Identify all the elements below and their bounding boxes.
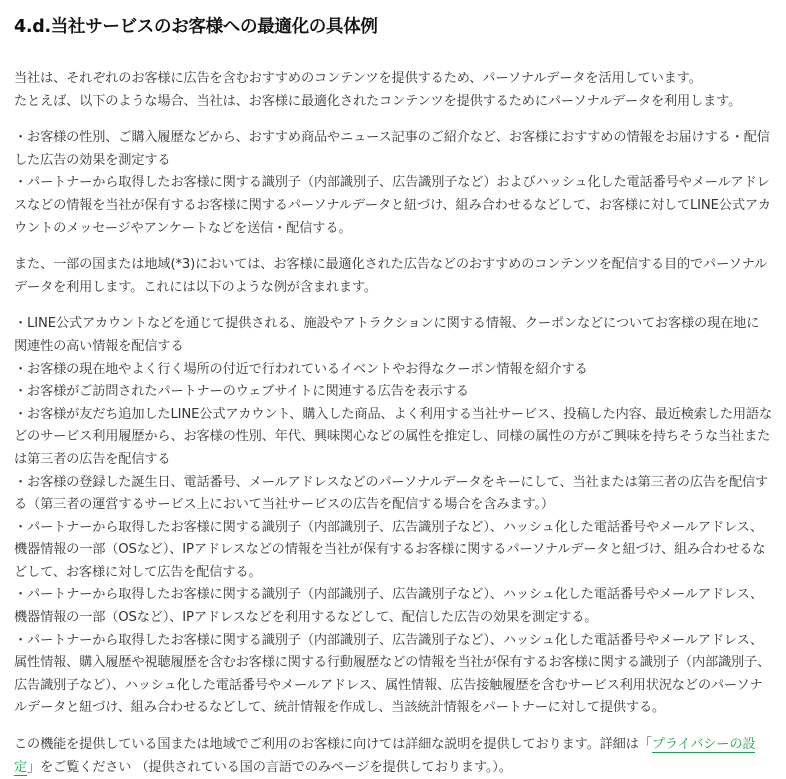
list-item: ・パートナーから取得したお客様に関する識別子（内部識別子、広告識別子など）、ハッシュ化した電話番号やメールアドレス、属性情報、購入履歴や視聴履歴を含むお客様に関する行動履歴などの情報を当社が保有するお客様に関する識別子（内部識別子、広告識別子など）、ハッシュ化した電話番号やメールアドレス、属性情報、広告接触履歴を含むサービス利用状況などのパーソナルデータと紐づけ、組み合わせるなどして、統計情報を作成し、当該統計情報をパートナーに対して提供する。 [14,632,771,716]
example-list-2 [14,313,772,720]
list-item: ・お客様の現在地やよく行く場所の付近で行われているイベントやお得なクーポン情報を紹介する [14,361,588,377]
list-item: ・お客様がご訪問されたパートナーのウェブサイトに関連する広告を表示する [14,384,469,400]
list-item: ・LINE公式アカウントなどを通じて提供される、施設やアトラクションに関する情報、クーポンなどについてお客様の現在地に関連性の高い情報を配信する [14,316,760,354]
middle-paragraph: また、一部の国または地域(*3)においては、お客様に最適化された広告などのおすすめのコンテンツを配信する目的でパーソナルデータを利用します。これには以下のような例が含まれます。 [14,257,768,295]
closing-text-after: 」をご覧ください （提供されている国の言語でのみページを提供しております。）。 [27,759,512,775]
list-item: ・パートナーから取得したお客様に関する識別子（内部識別子、広告識別子など）、ハッシュ化した電話番号やメールアドレス、機器情報の一部（OSなど）、IPアドレスなどを利用するなどして、配信した広告の効果を測定する。 [14,587,764,626]
privacy-settings-link[interactable]: プライバシーの設定 [14,737,756,775]
closing-text-before: この機能を提供している国または地域でご利用のお客様に向けては詳細な説明を提供しております。詳細は「 [14,737,652,753]
section-heading: 4.d.当社サービスのお客様への最適化の具体例 [14,17,378,37]
intro-line-1: 当社は、それぞれのお客様に広告を含むおすすめのコンテンツを提供するため、パーソナルデータを活用しています。 [14,71,702,86]
list-item: ・お客様の性別、ご購入履歴などから、おすすめ商品やニュース記事のご紹介など、お客様におすすめの情報をお届けする・配信した広告の効果を測定する [14,130,770,168]
list-item: ・お客様の登録した誕生日、電話番号、メールアドレスなどのパーソナルデータをキーにして、当社または第三者の広告を配信する（第三者の運営するサービス上において当社サービスの広告を配信する場合を含みます。） [14,474,769,513]
example-list-1 [14,127,772,240]
intro-line-2: たとえば、以下のような場合、当社は、お客様に最適化されたコンテンツを提供するためにパーソナルデータを利用します。 [14,93,742,109]
list-item: ・パートナーから取得したお客様に関する識別子（内部識別子、広告識別子など）およびハッシュ化した電話番号やメールアドレスなどの情報を当社が保有するお客様に関するパーソナルデータと紐づけ、組み合わせるなどして、お客様に対してLINE公式アカウントのメッセージやアンケートなどを送信・配信する。 [14,175,771,236]
list-item: ・パートナーから取得したお客様に関する識別子（内部識別子、広告識別子など）、ハッシュ化した電話番号やメールアドレス、機器情報の一部（OSなど）、IPアドレスなどの情報を当社が保有するお客様に関するパーソナルデータと紐づけ、組み合わせるなどして、お客様に対して広告を配信する。 [14,519,766,580]
list-item: ・お客様が友だち追加したLINE公式アカウント、購入した商品、よく利用する当社サービス、投稿した内容、最近検索した用語などのサービス利用履歴から、お客様の性別、年代、興味関心などの属性を推定し、同様の属性の方がご興味を持ちそうな当社または第三者の広告を配信する [14,406,773,467]
intro-paragraph [14,68,772,113]
closing-paragraph [14,734,772,779]
